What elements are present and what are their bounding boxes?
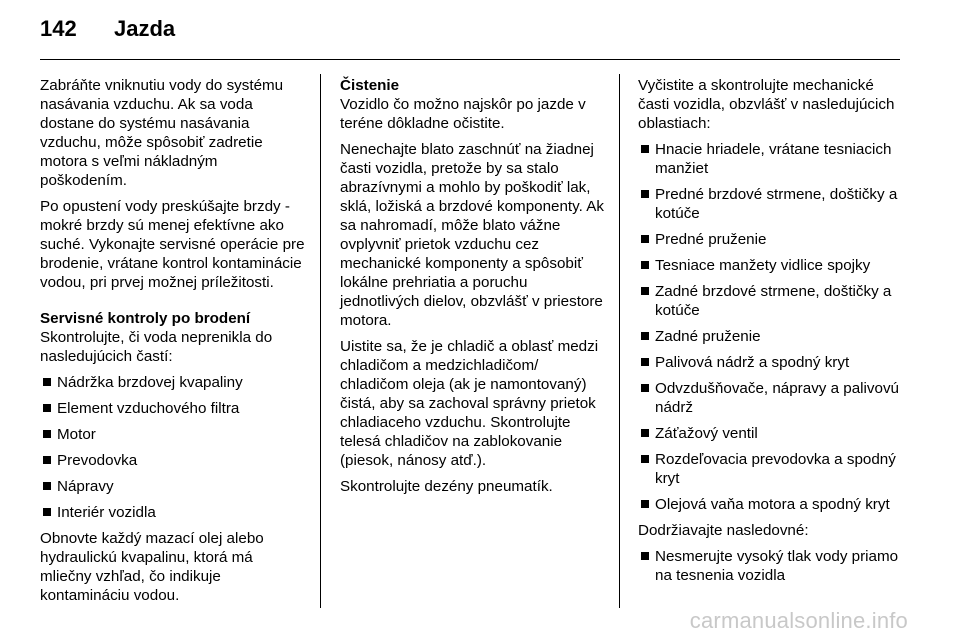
- paragraph: Zabráňte vniknutiu vody do systému nasávania vzduchu. Ak sa voda dostane do systému nasávania vzduchu, môže spôsobiť zadretie motora s veľmi nákladným poškodením.: [40, 77, 284, 189]
- paragraph: Skontrolujte dezény pneumatík.: [340, 478, 553, 495]
- bullet-list: [40, 373, 308, 522]
- list-item: Odvzdušňovače, nápravy a palivovú nádrž: [638, 379, 908, 417]
- page-number: 142: [40, 16, 77, 41]
- square-bullet-icon: [641, 145, 649, 153]
- column-1: [40, 76, 308, 612]
- square-bullet-icon: [641, 552, 649, 560]
- square-bullet-icon: [641, 190, 649, 198]
- list-item: Interiér vozidla: [40, 503, 308, 522]
- square-bullet-icon: [641, 455, 649, 463]
- section-heading: Čistenie: [340, 77, 400, 94]
- list-item: Hnacie hriadele, vrátane tesniacich manžiet: [638, 140, 908, 178]
- list-item: Tesniace manžety vidlice spojky: [638, 256, 908, 275]
- square-bullet-icon: [641, 261, 649, 269]
- square-bullet-icon: [43, 378, 51, 386]
- paragraph: Po opustení vody preskúšajte brzdy - mokré brzdy sú menej efektívne ako suché. Vykonajte servisné operácie pre brodenie, vrátane kontrol kontaminácie vodou, pri prvej možnej príležitosti.: [40, 198, 305, 291]
- list-item: Olejová vaňa motora a spodný kryt: [638, 495, 908, 514]
- paragraph: Vozidlo čo možno najskôr po jazde v teréne dôkladne očistite.: [340, 96, 586, 132]
- list-item: Nesmerujte vysoký tlak vody priamo na tesnenia vozidla: [638, 547, 908, 585]
- paragraph: Obnovte každý mazací olej alebo hydraulickú kvapalinu, ktorá má mliečny vzhľad, čo indikuje kontamináciu vodou.: [40, 530, 264, 604]
- page-title: Jazda: [114, 16, 176, 41]
- list-item: Palivová nádrž a spodný kryt: [638, 353, 908, 372]
- paragraph: Dodržiavajte nasledovné:: [638, 522, 809, 539]
- column-divider-1: [320, 74, 321, 608]
- square-bullet-icon: [43, 482, 51, 490]
- page-header: [40, 16, 175, 46]
- list-item: Prevodovka: [40, 451, 308, 470]
- paragraph: Vyčistite a skontrolujte mechanické časti vozidla, obzvlášť v nasledujúcich oblastiach:: [638, 77, 895, 132]
- list-item: Rozdeľovacia prevodovka a spodný kryt: [638, 450, 908, 488]
- square-bullet-icon: [43, 404, 51, 412]
- list-item: Nádržka brzdovej kvapaliny: [40, 373, 308, 392]
- paragraph: Uistite sa, že je chladič a oblasť medzi chladičom a medzichladičom/ chladičom oleja (ak je namontovaný) čistá, aby sa zachoval správny prietok chladiaceho vzduchu. Skontrolujte telesá chladičov na zablokovanie (piesok, nánosy atď.).: [340, 338, 599, 469]
- bullet-list: [638, 140, 908, 514]
- column-2: [340, 76, 606, 503]
- square-bullet-icon: [641, 358, 649, 366]
- section-heading: Servisné kontroly po brodení: [40, 310, 251, 327]
- list-item: Zadné brzdové strmene, doštičky a kotúče: [638, 282, 908, 320]
- list-item: Predné pruženie: [638, 230, 908, 249]
- list-item: Element vzduchového filtra: [40, 399, 308, 418]
- square-bullet-icon: [641, 384, 649, 392]
- list-item: Zadné pruženie: [638, 327, 908, 346]
- square-bullet-icon: [641, 235, 649, 243]
- list-item: Predné brzdové strmene, doštičky a kotúče: [638, 185, 908, 223]
- column-3: [638, 76, 908, 592]
- square-bullet-icon: [43, 456, 51, 464]
- list-item: Nápravy: [40, 477, 308, 496]
- bullet-list: [638, 547, 908, 585]
- square-bullet-icon: [641, 500, 649, 508]
- header-divider: [40, 59, 900, 60]
- square-bullet-icon: [641, 332, 649, 340]
- paragraph: Skontrolujte, či voda neprenikla do nasledujúcich častí:: [40, 329, 273, 365]
- list-item: Záťažový ventil: [638, 424, 908, 443]
- list-item: Motor: [40, 425, 308, 444]
- column-divider-2: [619, 74, 620, 608]
- square-bullet-icon: [43, 430, 51, 438]
- paragraph: Nenechajte blato zaschnúť na žiadnej časti vozidla, pretože by sa stalo abrazívnymi a mohlo by poškodiť lak, sklá, ložiská a brzdové komponenty. Ak sa nahromadí, môže blato vážne ovplyvniť prietok vzduchu cez mechanické komponenty a spôsobiť lokálne prehriatia a poruchu jednotlivých dielov, obzvlášť v priestore motora.: [340, 141, 604, 329]
- watermark: carmanualsonline.info: [689, 608, 908, 633]
- square-bullet-icon: [43, 508, 51, 516]
- square-bullet-icon: [641, 429, 649, 437]
- square-bullet-icon: [641, 287, 649, 295]
